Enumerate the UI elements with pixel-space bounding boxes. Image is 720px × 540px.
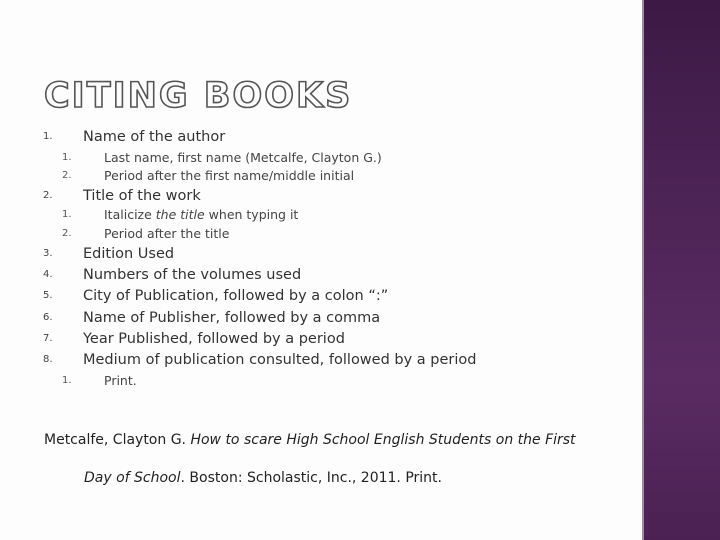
citation-author: Metcalfe, Clayton G.	[44, 432, 191, 448]
item-number: 3.	[43, 248, 53, 259]
sub-item-text-post: when typing it	[204, 207, 299, 222]
item-number: 8.	[43, 354, 53, 365]
item-text: Name of the author	[83, 129, 226, 145]
sub-item-text	[104, 205, 298, 225]
item-number: 2.	[43, 190, 53, 201]
item-text: Title of the work	[83, 188, 201, 204]
citation-example	[44, 428, 634, 490]
sub-item-number: 2.	[62, 170, 72, 181]
item-number: 6.	[43, 312, 53, 323]
sub-item-number: 1.	[62, 375, 72, 386]
item-text: Medium of publication consulted, followed by a period	[83, 352, 477, 368]
citation-publication: . Boston: Scholastic, Inc., 2011. Print.	[180, 470, 442, 486]
sub-item-text: Period after the first name/middle initial	[104, 168, 355, 183]
citation-title-part2: Day of School	[84, 470, 181, 486]
sub-item-number: 1.	[62, 209, 72, 220]
citation-line-2	[44, 466, 634, 490]
sub-item-text: Last name, first name (Metcalfe, Clayton G.)	[104, 150, 382, 165]
sub-item-text: Print.	[104, 373, 137, 388]
sub-item-number: 1.	[62, 152, 72, 163]
item-number: 4.	[43, 269, 53, 280]
item-number: 7.	[43, 333, 53, 344]
sub-item-number: 2.	[62, 228, 72, 239]
sub-item-text-italic: the title	[155, 207, 205, 222]
decorative-sidebar	[642, 0, 720, 540]
page-title: CITING BOOKS	[44, 76, 353, 116]
item-text: Year Published, followed by a period	[83, 331, 345, 347]
sub-item-text: Period after the title	[104, 226, 230, 241]
citation-title-part1: How to scare High School English Students on the First	[190, 432, 576, 448]
item-text: Edition Used	[83, 246, 175, 262]
citation-line-1	[44, 428, 634, 452]
item-text: City of Publication, followed by a colon “:”	[83, 288, 389, 304]
item-text: Numbers of the volumes used	[83, 267, 302, 283]
sub-item-text-pre: Italicize	[104, 207, 156, 222]
item-number: 1.	[43, 131, 53, 142]
item-number: 5.	[43, 290, 53, 301]
item-text: Name of Publisher, followed by a comma	[83, 310, 381, 326]
